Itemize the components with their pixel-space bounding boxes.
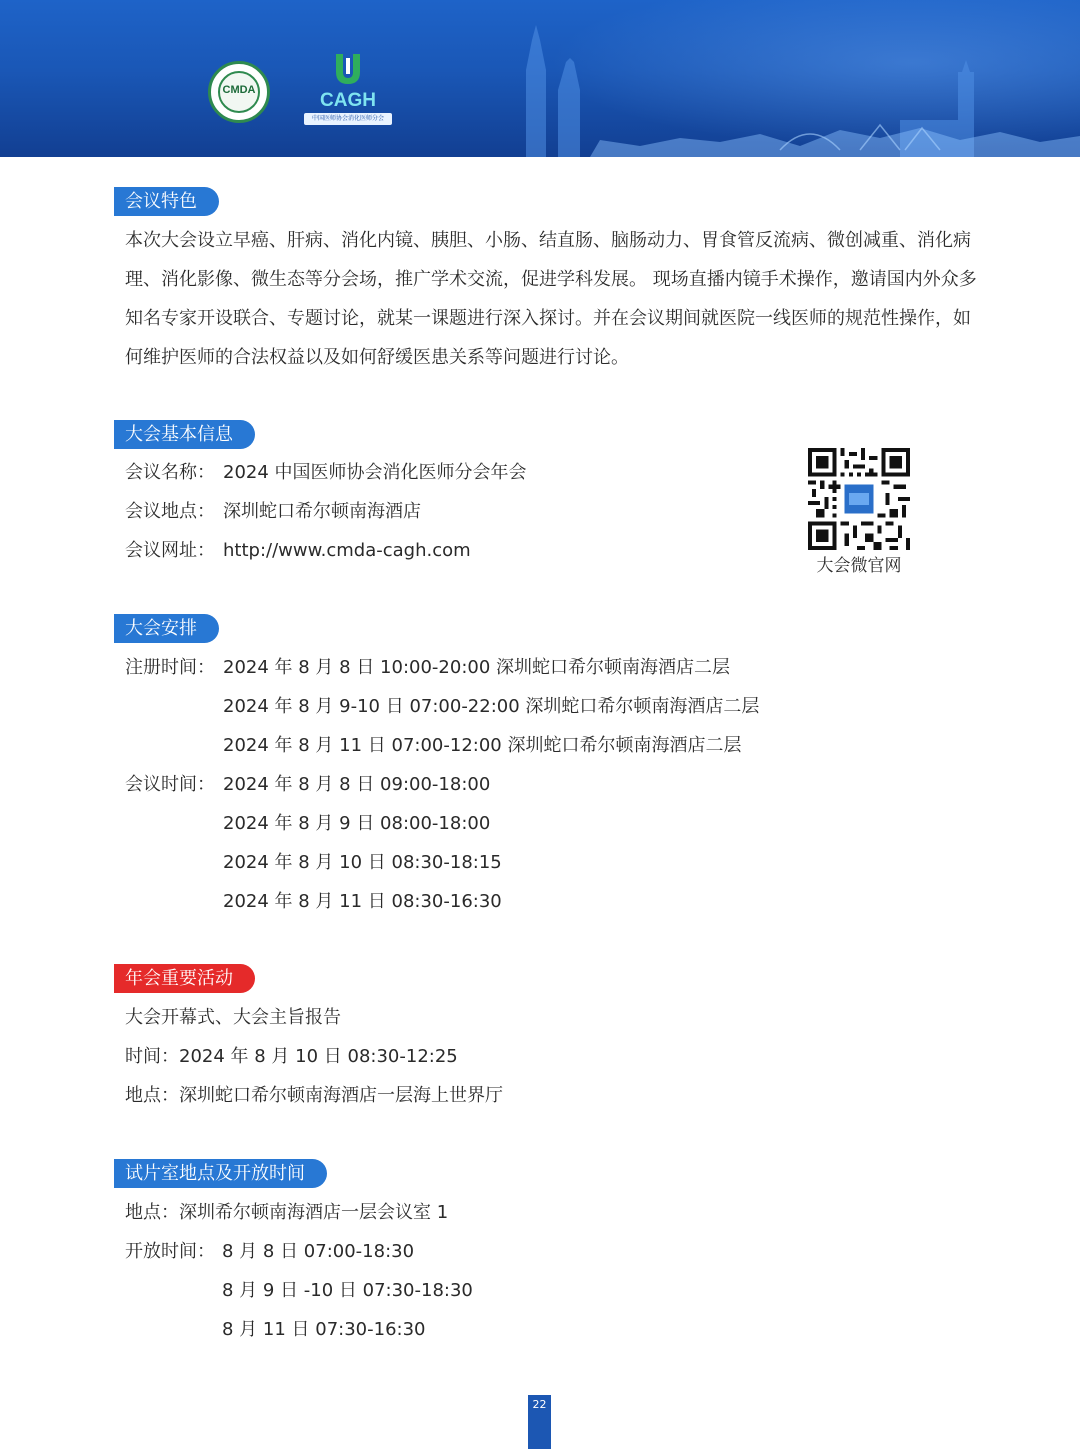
meeting-time-row: 2024 年 8 月 9 日 08:00-18:00 [223,813,491,834]
meeting-name-label: 会议名称： [125,462,215,483]
qr-code-caption: 大会微官网 [816,556,902,576]
section-tag-preview-room: 试片室地点及开放时间 [114,1159,327,1188]
preview-room-hours-row: 8 月 11 日 07:30-16:30 [222,1319,426,1340]
cmda-logo [208,61,270,123]
meeting-website-label: 会议网址： [125,540,215,561]
section-tag-key-event: 年会重要活动 [114,964,255,993]
features-paragraph: 本次大会设立早癌、肝病、消化内镜、胰胆、小肠、结直肠、脑肠动力、胃食管反流病、微创减重、消化病理、消化影像、微生态等分会场，推广学术交流，促进学科发展。 现场直播内镜手术操作，邀请国内外众多知名专家开设联合、专题讨论，就某一课题进行深入探讨。并在会议期间就医院一线医师的规范性操作，如何维护医师的合法权益以及如何舒缓医患关系等问题进行讨论。 [125,230,977,368]
key-event-place: 地点：深圳蛇口希尔顿南海酒店一层海上世界厅 [125,1085,503,1106]
registration-row: 2024 年 8 月 11 日 07:00-12:00 深圳蛇口希尔顿南海酒店二层 [223,735,742,756]
preview-room-place: 地点：深圳希尔顿南海酒店一层会议室 1 [125,1202,449,1223]
preview-room-hours-row: 8 月 8 日 07:00-18:30 [222,1241,415,1262]
meeting-time-row: 2024 年 8 月 10 日 08:30-18:15 [223,852,502,873]
registration-row: 2024 年 8 月 8 日 10:00-20:00 深圳蛇口希尔顿南海酒店二层 [223,657,731,678]
key-event-title: 大会开幕式、大会主旨报告 [125,1007,341,1028]
meeting-time-row: 2024 年 8 月 11 日 08:30-16:30 [223,891,502,912]
registration-row: 2024 年 8 月 9-10 日 07:00-22:00 深圳蛇口希尔顿南海酒店二层 [223,696,760,717]
meeting-name-value: 2024 中国医师协会消化医师分会年会 [223,462,527,483]
section-tag-basic-info: 大会基本信息 [114,420,255,449]
section-tag-schedule: 大会安排 [114,614,219,643]
meeting-website-link[interactable]: http://www.cmda-cagh.com [223,540,471,561]
page-number-tab [528,1395,551,1449]
qr-code-image [808,448,910,550]
meeting-venue-value: 深圳蛇口希尔顿南海酒店 [223,501,421,522]
key-event-time: 时间：2024 年 8 月 10 日 08:30-12:25 [125,1046,458,1067]
registration-label: 注册时间： [125,657,215,678]
header-banner [0,0,1080,157]
cmda-logo-text: CMDA [222,84,256,96]
meeting-time-row: 2024 年 8 月 8 日 09:00-18:00 [223,774,491,795]
cagh-logo-mark-icon [332,52,364,88]
meeting-time-label: 会议时间： [125,774,215,795]
preview-room-hours-row: 8 月 9 日 -10 日 07:30-18:30 [222,1280,473,1301]
cagh-logo-text: CAGH [320,90,376,111]
meeting-venue-label: 会议地点： [125,501,215,522]
cagh-logo-subtitle: 中国医师协会消化医师分会 [304,113,392,125]
preview-room-hours-label: 开放时间： [125,1241,215,1262]
section-tag-features: 会议特色 [114,187,219,216]
page-number: 22 [532,1398,547,1411]
city-skyline-graphic [0,0,1080,157]
cagh-logo [302,52,394,128]
